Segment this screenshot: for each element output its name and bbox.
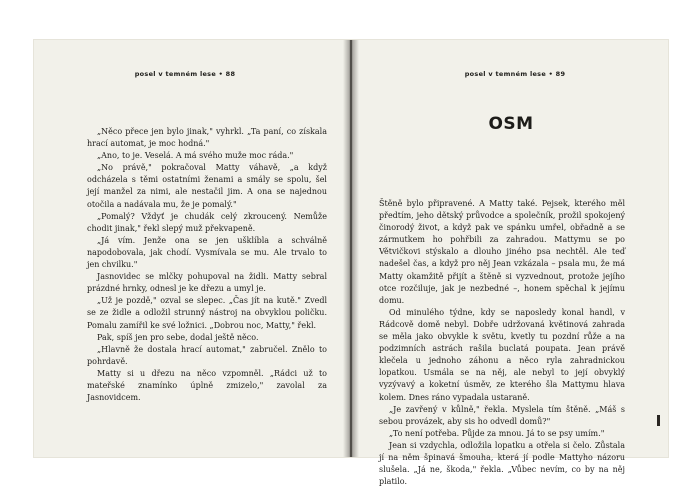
left-page-text — [87, 126, 327, 404]
right-page-text — [379, 198, 625, 488]
paragraph: „Už je pozdě," ozval se slepec. „Čas jít na kutě." Zvedl se ze židle a odložil strunný nástroj na obvyklou poličku. Pomalu zamířil ke své ložnici. „Dobrou noc, Matty," řekl. — [87, 296, 327, 330]
paragraph: Štěně bylo připravené. A Matty také. Pejsek, kterého měl předtím, jeho dětský průvodce a společník, prožil spokojený činorodý život, a když pak ve spánku umřel, obřadně a se zármutkem ho pohřbili za zahradou. Mattymu se po Větvičkovi stýskalo a dlouho jiného psa nechtěl. Ale teď nadešel čas, a když pro něj Jean vzkázala – psala mu, že má Matty okamžitě přijít a štěně si vyzvednout, protože jejího otce rozčiluje, jak je nezbedné –, honem spěchal k jejímu domu. — [379, 199, 625, 305]
running-head-left: posel v temném lese • 88 — [134, 70, 236, 78]
paragraph: Pak, spíš jen pro sebe, dodal ještě něco. — [97, 332, 259, 342]
paragraph: Jasnovidec se mlčky pohupoval na židli. Matty sebral prázdné hrnky, odnesl je ke dřezu a umyl je. — [87, 272, 327, 294]
chapter-title: OSM — [488, 114, 534, 134]
book-spread — [34, 40, 668, 487]
paragraph: Jean si vzdychla, odložila lopatku a otřela si čelo. Zůstala jí na něm špinavá šmouha, která jí podle Mattyho názoru slušela. „Já ne, škoda," řekla. „Vůbec nevím, co by na něj platilo. — [379, 440, 625, 487]
paragraph: Matty si u dřezu na něco vzpomněl. „Rádci už to mateřské znamínko úplně zmizelo," zavolal za Jasnovidcem. — [87, 368, 327, 403]
paragraph: „Hlavně že dostala hrací automat," zabručel. Znělo to pohrdavě. — [87, 344, 327, 366]
right-page — [354, 40, 668, 487]
paragraph: „Je zavřený v kůlně," řekla. Myslela tím štěně. „Máš s sebou provázek, aby sis ho odvedl domů?" — [379, 404, 625, 426]
paragraph: Od minulého týdne, kdy se naposledy konal handl, v Rádcově domě nebyl. Dobře udržovaná květinová zahrada se měla jako obvykle k světu, kvetly tu pozdní růže a na podzimních astrách rašila buclatá poupata. Jean právě klečela u jednoho záhonu a něco ryla zahradnickou lopatkou. Usmála se na něj, ale nebyl to její obvyklý vyzývavý a koketní úsměv, ze kterého šla Mattymu hlava kolem. Dnes ráno vypadala ustaraně. — [379, 307, 625, 402]
paragraph: „Něco přece jen bylo jinak," vyhrkl. „Ta paní, co získala hrací automat, je moc hodná." — [87, 127, 327, 149]
page-edge-mark — [657, 415, 660, 426]
paragraph: „Já vím. Jenže ona se jen ušklíbla a schválně napodobovala, jak chodí. Vysmívala se mu. Ale trvalo to jen chvilku." — [87, 235, 327, 270]
paragraph: „To není potřeba. Půjde za mnou. Já to se psy umím." — [389, 428, 605, 438]
left-page — [34, 40, 348, 457]
running-head-right: posel v temném lese • 89 — [464, 70, 566, 78]
paragraph: „Pomalý? Vždyť je chudák celý zkroucený. Nemůže chodit jinak," řekl slepý muž překvapeně. — [87, 211, 327, 233]
paragraph: „Ano, to je. Veselá. A má svého muže moc ráda." — [97, 151, 294, 161]
paragraph: „No právě," pokračoval Matty váhavě, „a když odcházela s těmi ostatními ženami a smály se spolu, šel její manžel za nimi, ale nestačil jim. A ona se najednou otočila a nadávala mu, že je pomalý." — [87, 163, 327, 209]
